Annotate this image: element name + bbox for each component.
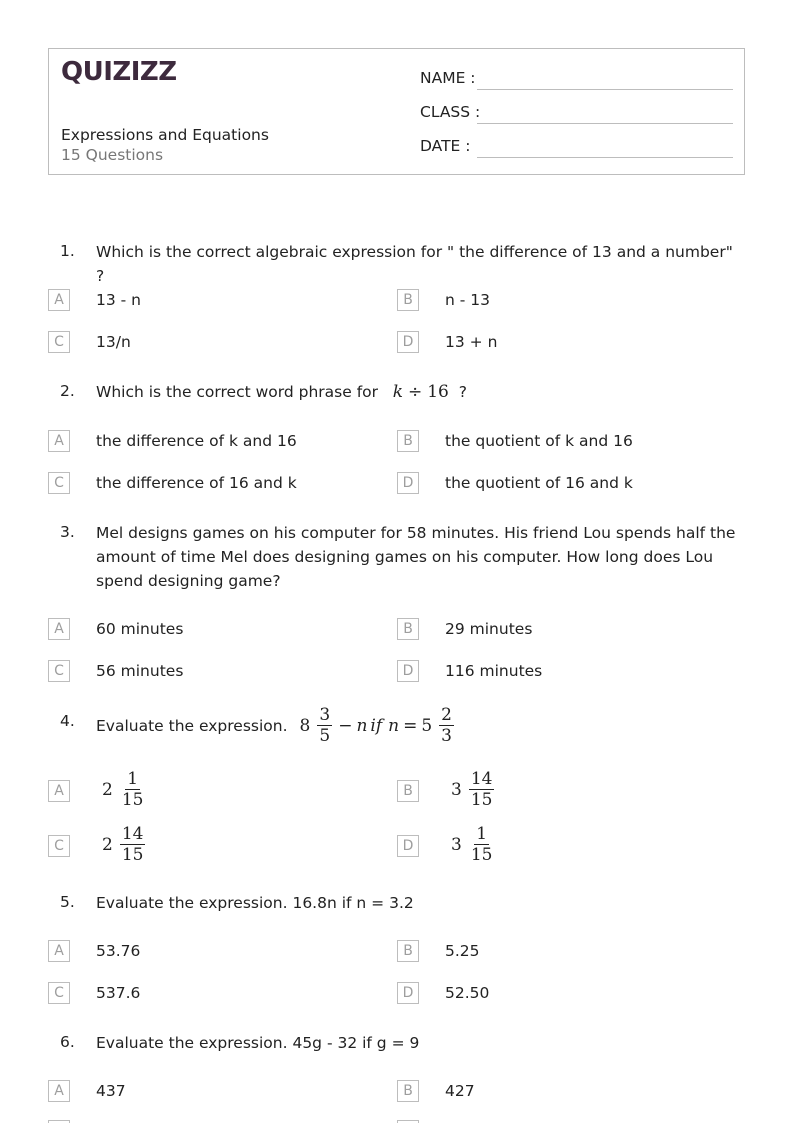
denominator: 5 (319, 726, 331, 746)
math-operator: = (403, 715, 418, 736)
question-text-before: Which is the correct word phrase for (96, 383, 379, 401)
math-operator: − (338, 715, 353, 736)
question-number: 4. (60, 712, 75, 730)
math-operator: ÷ (408, 382, 423, 402)
question-text: Mel designs games on his computer for 58 minutes. His friend Lou spends half the amount of time Mel does designing games on his computer. How long does Lou spend designing game? (96, 524, 736, 590)
option-a-text: 53.76 (96, 942, 141, 960)
numerator: 14 (121, 824, 144, 844)
question-text-before: Evaluate the expression. (96, 716, 288, 735)
option-a-box[interactable]: A (48, 780, 70, 802)
option-a-text (102, 769, 147, 810)
numerator: 2 (441, 705, 452, 725)
mixed-whole: 3 (451, 779, 462, 800)
math-variable: n (388, 715, 400, 736)
option-b-text: 29 minutes (445, 620, 533, 638)
option-a-text: 13 - n (96, 291, 141, 309)
option-b-box[interactable]: B (397, 1080, 419, 1102)
question-number: 1. (60, 242, 75, 260)
option-d-text: the quotient of 16 and k (445, 474, 633, 492)
denominator: 3 (441, 726, 452, 746)
fraction (120, 769, 146, 810)
option-a-box[interactable]: A (48, 1080, 70, 1102)
question-text (96, 705, 741, 746)
numerator: 3 (319, 705, 331, 725)
question-text: Which is the correct algebraic expression for " the difference of 13 and a number" ? (96, 243, 733, 285)
question-text (96, 380, 741, 404)
worksheet-title: Expressions and Equations (61, 126, 269, 144)
option-a-box[interactable]: A (48, 289, 70, 311)
option-c-text: 13/n (96, 333, 131, 351)
option-b-text: n - 13 (445, 291, 490, 309)
option-b-box[interactable]: B (397, 940, 419, 962)
option-b-text (451, 769, 496, 810)
option-d-box[interactable]: D (397, 982, 419, 1004)
option-d-box[interactable]: D (397, 660, 419, 682)
option-c-box[interactable]: C (48, 835, 70, 857)
mixed-whole: 5 (421, 715, 433, 736)
mixed-whole: 3 (451, 834, 462, 855)
question-number: 5. (60, 893, 75, 911)
option-a-text: 60 minutes (96, 620, 184, 638)
worksheet-header (48, 48, 745, 175)
option-a-box[interactable]: A (48, 618, 70, 640)
option-a-text: the difference of k and 16 (96, 432, 297, 450)
fraction (317, 705, 332, 746)
option-d-text: 52.50 (445, 984, 490, 1002)
numerator: 14 (470, 769, 493, 789)
denominator: 15 (121, 790, 144, 810)
option-d-text: 116 minutes (445, 662, 543, 680)
math-expression (300, 705, 456, 746)
class-label: CLASS : (420, 103, 481, 121)
numerator: 1 (476, 824, 488, 844)
date-line[interactable] (477, 157, 733, 158)
question-text-after: ? (458, 383, 467, 401)
numerator: 1 (127, 769, 139, 789)
option-b-text: the quotient of k and 16 (445, 432, 633, 450)
option-c-text: 56 minutes (96, 662, 184, 680)
mixed-whole: 8 (299, 715, 311, 736)
fraction (120, 824, 146, 865)
question-text: Evaluate the expression. 45g - 32 if g = 9 (96, 1034, 420, 1052)
fraction (469, 824, 495, 865)
math-word: if (370, 715, 383, 736)
option-d-text: 13 + n (445, 333, 498, 351)
option-b-box[interactable]: B (397, 618, 419, 640)
option-c-box[interactable]: C (48, 660, 70, 682)
option-a-box[interactable]: A (48, 430, 70, 452)
quizizz-logo: QUIZIZZ (61, 57, 177, 87)
option-c-box[interactable]: C (48, 472, 70, 494)
option-d-box[interactable]: D (397, 835, 419, 857)
option-b-text: 5.25 (445, 942, 480, 960)
option-b-box[interactable]: B (397, 430, 419, 452)
denominator: 15 (470, 845, 493, 865)
option-d-box[interactable]: D (397, 472, 419, 494)
name-label: NAME : (420, 69, 476, 87)
option-c-text: the difference of 16 and k (96, 474, 297, 492)
option-c-text: 537.6 (96, 984, 141, 1002)
question-number: 2. (60, 382, 75, 400)
option-b-box[interactable]: B (397, 289, 419, 311)
option-c-box[interactable]: C (48, 982, 70, 1004)
option-d-text (451, 824, 496, 865)
denominator: 15 (470, 790, 493, 810)
math-variable: n (356, 715, 368, 736)
denominator: 15 (121, 845, 144, 865)
option-d-box[interactable]: D (397, 331, 419, 353)
option-c-box[interactable]: C (48, 331, 70, 353)
option-b-box[interactable]: B (397, 780, 419, 802)
question-number: 3. (60, 523, 75, 541)
option-a-text: 437 (96, 1082, 126, 1100)
mixed-whole: 2 (102, 834, 113, 855)
fraction (469, 769, 495, 810)
class-line[interactable] (477, 123, 733, 124)
math-number: 16 (427, 382, 449, 402)
question-number: 6. (60, 1033, 75, 1051)
question-count: 15 Questions (61, 146, 164, 164)
mixed-whole: 2 (102, 779, 113, 800)
option-b-text: 427 (445, 1082, 475, 1100)
name-line[interactable] (477, 89, 733, 90)
option-c-text (102, 824, 147, 865)
option-a-box[interactable]: A (48, 940, 70, 962)
math-variable: k (392, 382, 404, 402)
date-label: DATE : (420, 137, 471, 155)
fraction (439, 705, 454, 746)
question-text: Evaluate the expression. 16.8n if n = 3.2 (96, 894, 414, 912)
